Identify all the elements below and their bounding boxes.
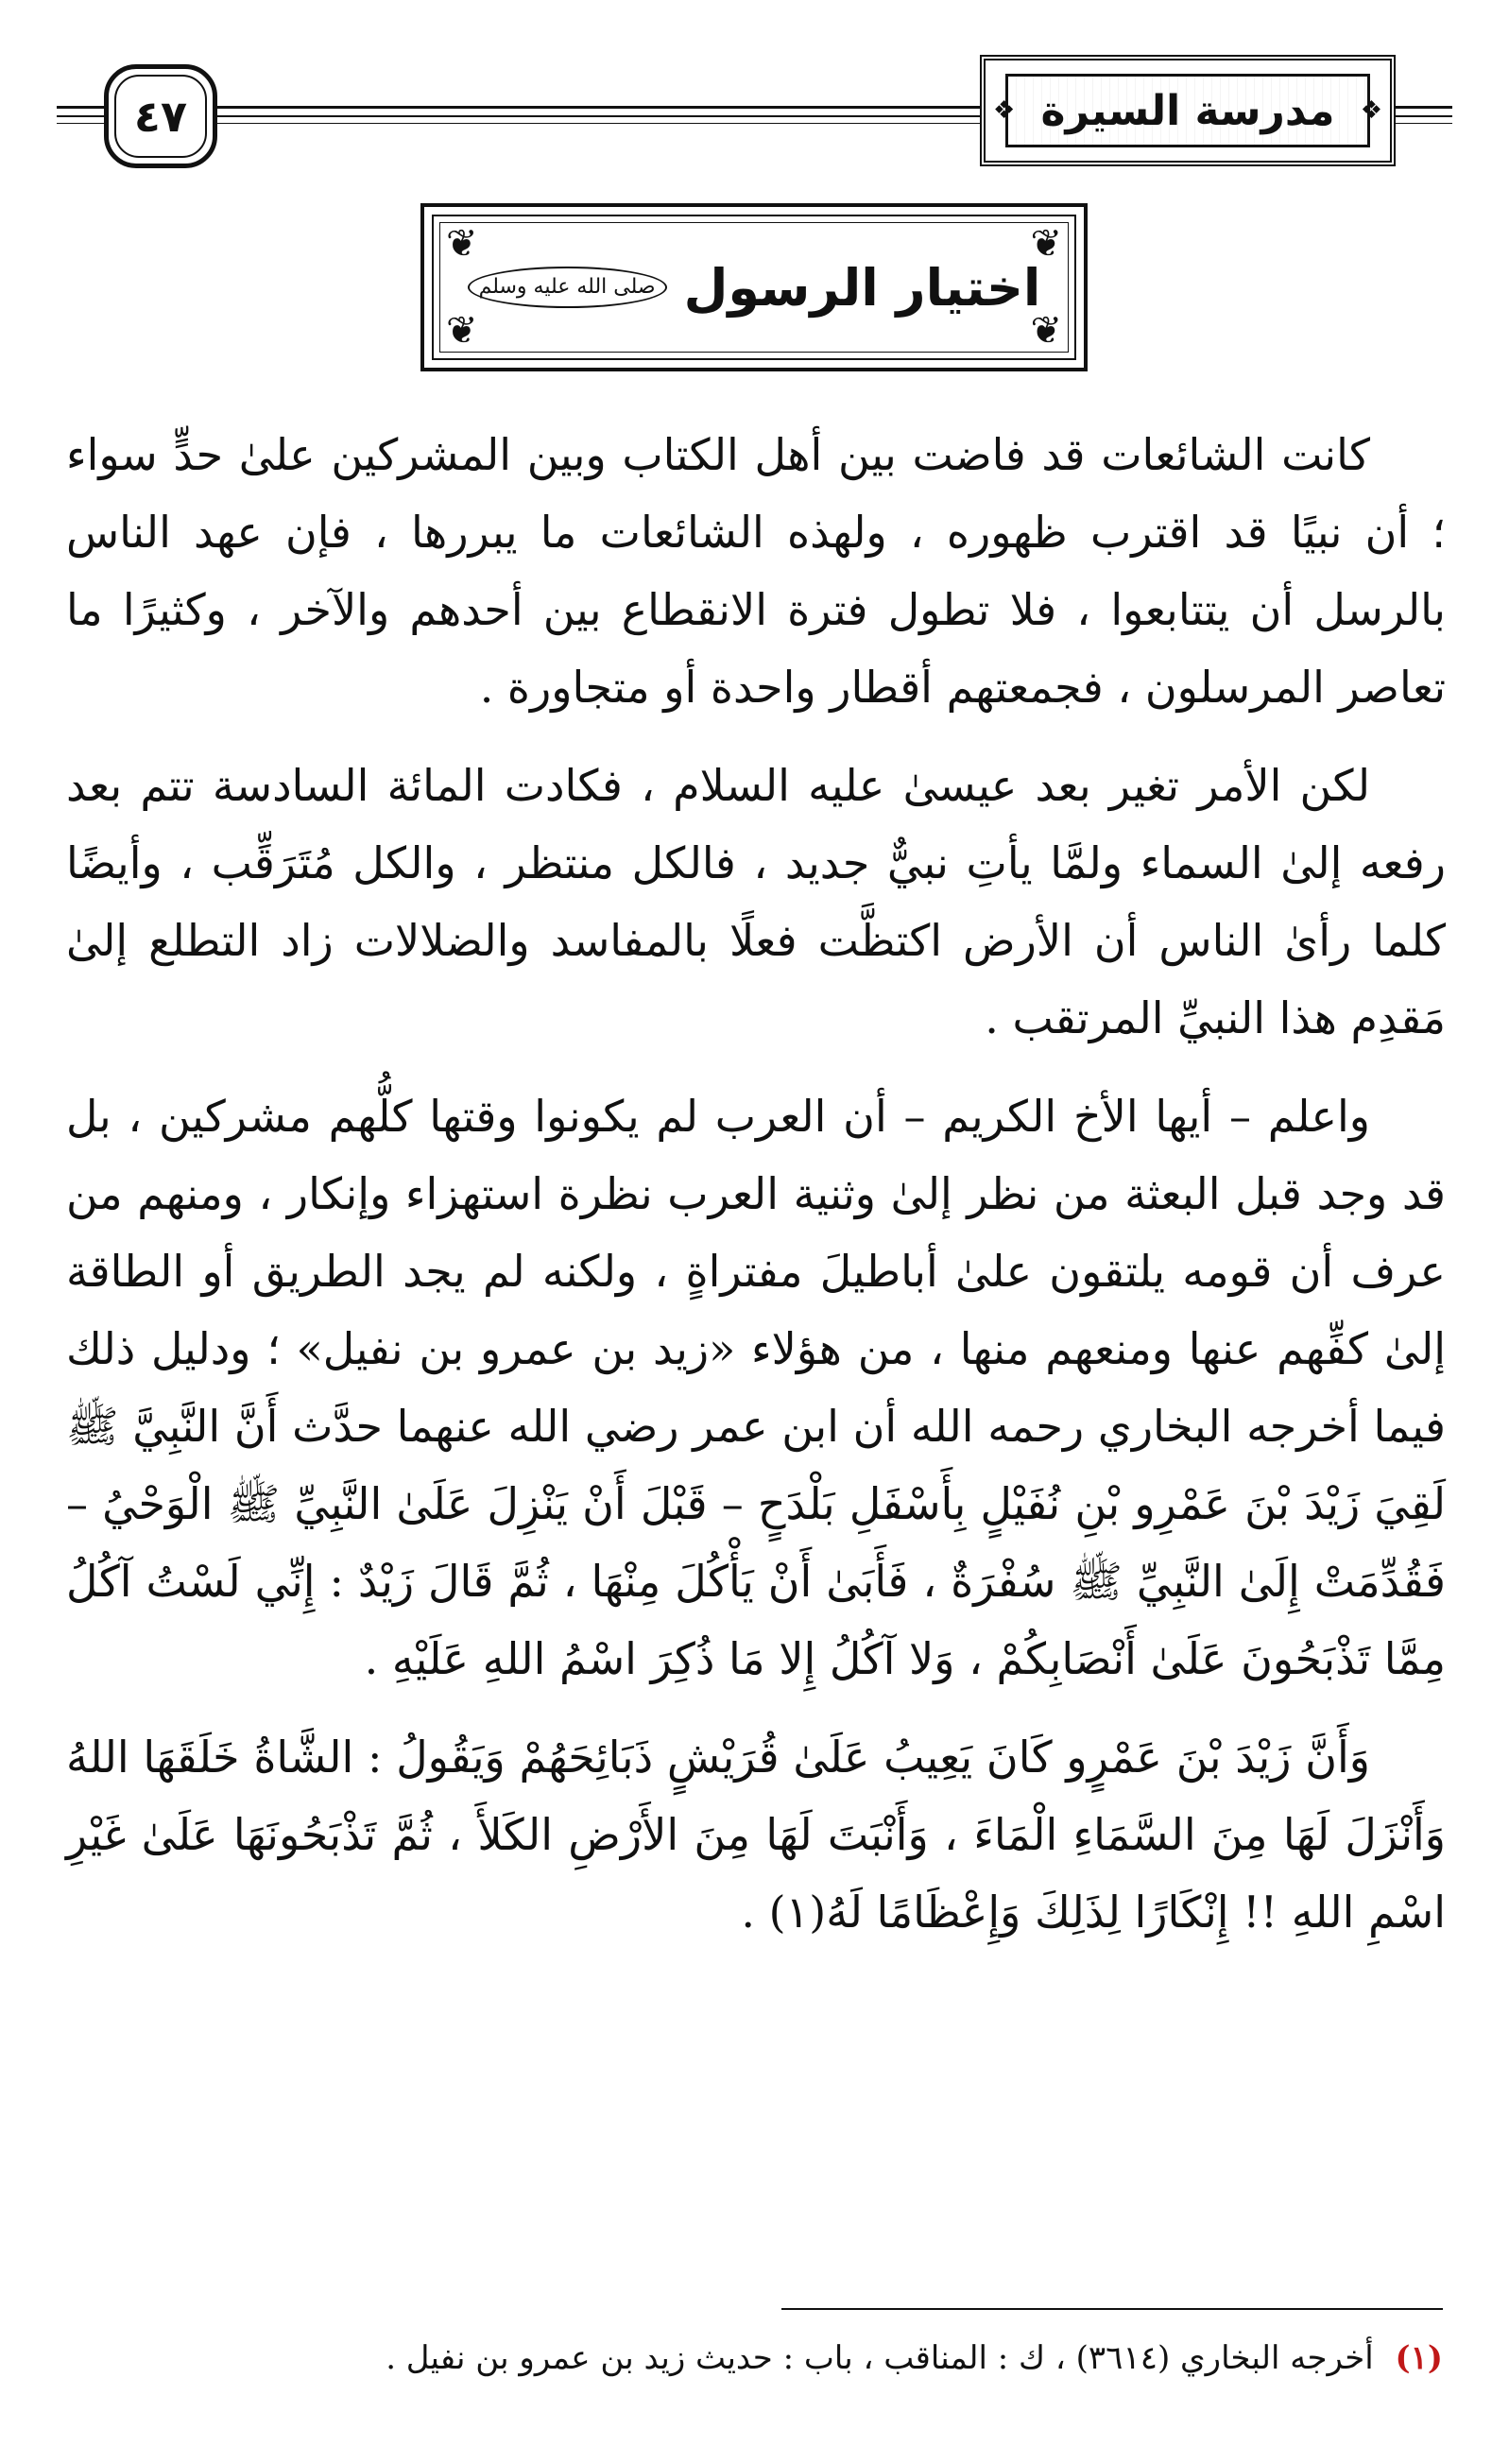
title-frame-core (439, 222, 1069, 353)
salawat-calligraphy: صلى الله عليه وسلم (468, 267, 667, 308)
corner-ornament-icon: ❦ (446, 222, 478, 266)
chapter-title-frame (420, 203, 1088, 371)
paragraph: لكن الأمر تغير بعد عيسىٰ عليه السلام ، فكادت المائة السادسة تتم بعد رفعه إلىٰ السماء ولمَّا يأتِ نبيٌّ جديد ، فالكل منتظر ، والكل مُتَرَقِّب ، وأيضًا كلما رأىٰ الناس أن الأرض اكتظَّت فعلًا بالمفاسد والضلالات زاد التطلع إلىٰ مَقدِم هذا النبيِّ المرتقب . (66, 760, 1446, 1043)
ornament-icon: ❖ (993, 96, 1016, 125)
corner-ornament-icon: ❦ (446, 309, 478, 353)
paragraph: واعلم – أيها الأخ الكريم – أن العرب لم يكونوا وقتها كلُّهم مشركين ، بل قد وجد قبل البعثة من نظر إلىٰ وثنية العرب نظرة استهزاء وإنكار ، ومنهم من عرف أن قومه يلتقون علىٰ أباطيلَ مفتراةٍ ، ولكنه لم يجد الطريق أو الطاقة إلىٰ كفِّهم عنها ومنعهم منها ، من هؤلاء «زيد بن عمرو بن نفيل» ؛ ودليل ذلك فيما أخرجه البخاري رحمه الله أن ابن عمر رضي الله عنهما حدَّث أَنَّ النَّبِيَّ ﷺ لَقِيَ زَيْدَ بْنَ عَمْرِو بْنِ نُفَيْلٍ بِأَسْفَلِ بَلْدَحٍ – قَبْلَ أَنْ يَنْزِلَ عَلَىٰ النَّبِيِّ ﷺ الْوَحْيُ – فَقُدِّمَتْ إِلَىٰ النَّبِيِّ ﷺ سُفْرَةٌ ، فَأَبَىٰ أَنْ يَأْكُلَ مِنْهَا ، ثُمَّ قَالَ زَيْدٌ : إِنِّي لَسْتُ آكُلُ مِمَّا تَذْبَحُونَ عَلَىٰ أَنْصَابِكُمْ ، وَلا آكُلُ إِلا مَا ذُكِرَ اسْمُ اللهِ عَلَيْهِ . (66, 1091, 1446, 1684)
footnote (63, 2335, 1443, 2382)
paragraph: كانت الشائعات قد فاضت بين أهل الكتاب وبين المشركين علىٰ حدٍّ سواء ؛ أن نبيًا قد اقترب ظهوره ، ولهذه الشائعات ما يبررها ، فإن عهد الناس بالرسل أن يتتابعوا ، فلا تطول فترة الانقطاع بين أحدهم والآخر ، وكثيرًا ما تعاصر المرسلون ، فجمعتهم أقطار واحدة أو متجاورة . (66, 429, 1446, 713)
page-number-text: ٤٧ (133, 91, 188, 142)
running-header (47, 47, 1462, 180)
title-frame-inner (432, 215, 1076, 360)
page-number (104, 64, 217, 168)
corner-ornament-icon: ❦ (1030, 309, 1062, 353)
body-text (66, 416, 1446, 1972)
ornament-icon: ❖ (1360, 96, 1382, 125)
footnote-marker: (١) (1395, 2339, 1443, 2377)
footnote-text: أخرجه البخاري (٣٦١٤) ، ك : المناقب ، باب : حديث زيد بن عمرو بن نفيل . (386, 2339, 1374, 2377)
book-title: مدرسة السيرة (1040, 86, 1335, 135)
book-title-plate (1005, 74, 1370, 147)
corner-ornament-icon: ❦ (1030, 222, 1062, 266)
book-title-badge (980, 55, 1396, 166)
footnote-rule (781, 2308, 1443, 2310)
paragraph: وَأَنَّ زَيْدَ بْنَ عَمْرٍو كَانَ يَعِيبُ عَلَىٰ قُرَيْشٍ ذَبَائِحَهُمْ وَيَقُولُ : الشَّاةُ خَلَقَهَا اللهُ وَأَنْزَلَ لَهَا مِنَ السَّمَاءِ الْمَاءَ ، وَأَنْبَتَ لَهَا مِنَ الأَرْضِ الكَلأَ ، ثُمَّ تَذْبَحُونَهَا عَلَىٰ غَيْرِ اسْمِ اللهِ !! إِنْكَارًا لِذَلِكَ وَإِعْظَامًا لَهُ(١) . (66, 1732, 1446, 1938)
chapter-title: اختيار الرسول (683, 257, 1041, 318)
